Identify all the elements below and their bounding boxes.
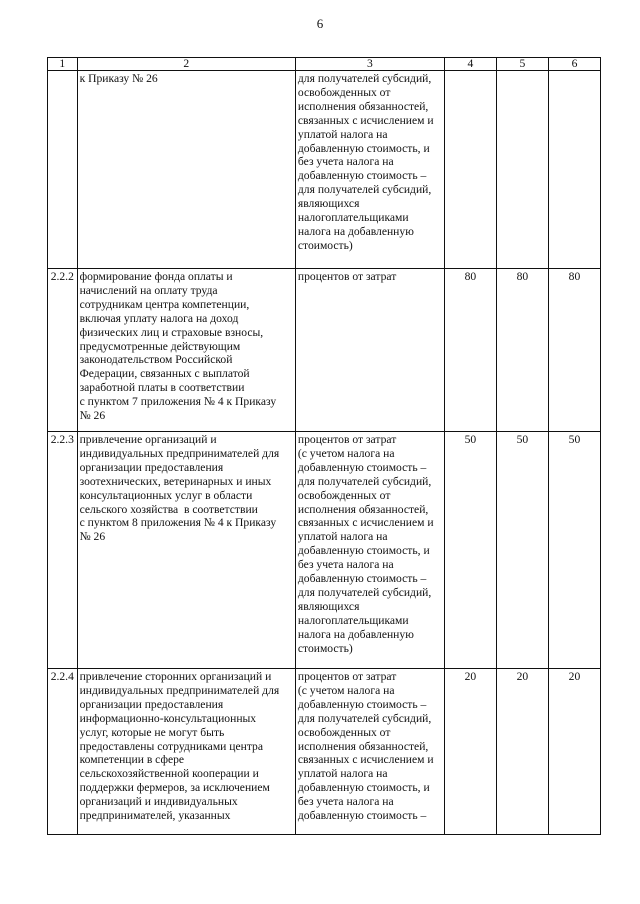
row-description: формирование фонда оплаты и начислений на оплату труда сотрудникам центра компетенции, включая уплату налога на доход физических лиц и страховые взносы, предусмотренные действующим законодательством Российской Федерации, связанных с выплатой заработной платы в соответствии с пунктом 7 приложения № 4 к Приказу № 26 <box>77 269 295 432</box>
row-unit: для получателей субсидий, освобожденных от исполнения обязанностей, связанных с исчислением и уплатой налога на добавленную стоимость, и без учета налога на добавленную стоимость – для получателей субсидий, являющихся налогоплательщиками налога на добавленную стоимость) <box>295 71 444 269</box>
column-header-5: 5 <box>496 58 548 71</box>
indicators-table <box>47 57 601 835</box>
table-row <box>48 269 601 432</box>
row-description: привлечение сторонних организаций и индивидуальных предпринимателей для организации предоставления информационно-консультационных услуг, которые не могут быть предоставлены сотрудниками центра компетенции в сфере сельскохозяйственной кооперации и поддержки фермеров, за исключением организаций и индивидуальных предпринимателей, указанных <box>77 669 295 835</box>
column-header-3: 3 <box>295 58 444 71</box>
row-value-5: 50 <box>496 432 548 669</box>
table-row <box>48 669 601 835</box>
row-value-4: 20 <box>444 669 496 835</box>
column-header-1: 1 <box>48 58 78 71</box>
row-value-6: 80 <box>548 269 600 432</box>
row-unit: процентов от затрат (с учетом налога на добавленную стоимость – для получателей субсидий, освобожденных от исполнения обязанностей, связанных с исчислением и уплатой налога на добавленную стоимость, и без учета налога на добавленную стоимость – <box>295 669 444 835</box>
row-code: 2.2.4 <box>48 669 78 835</box>
row-value-5: 80 <box>496 269 548 432</box>
row-value-5 <box>496 71 548 269</box>
row-description: привлечение организаций и индивидуальных предпринимателей для организации предоставления зоотехнических, ветеринарных и иных консультационных услуг в области сельского хозяйства в соответствии с пунктом 8 приложения № 4 к Приказу № 26 <box>77 432 295 669</box>
row-value-4: 50 <box>444 432 496 669</box>
row-value-4: 80 <box>444 269 496 432</box>
column-header-4: 4 <box>444 58 496 71</box>
column-header-6: 6 <box>548 58 600 71</box>
row-code: 2.2.3 <box>48 432 78 669</box>
row-unit: процентов от затрат <box>295 269 444 432</box>
row-code <box>48 71 78 269</box>
page-number: 6 <box>316 16 324 31</box>
row-unit: процентов от затрат (с учетом налога на добавленную стоимость – для получателей субсидий, освобожденных от исполнения обязанностей, связанных с исчислением и уплатой налога на добавленную стоимость, и без учета налога на добавленную стоимость – для получателей субсидий, являющихся налогоплательщиками налога на добавленную стоимость) <box>295 432 444 669</box>
table-row <box>48 71 601 269</box>
row-code: 2.2.2 <box>48 269 78 432</box>
row-value-4 <box>444 71 496 269</box>
table-row <box>48 432 601 669</box>
table-header-row <box>48 58 601 71</box>
row-value-6 <box>548 71 600 269</box>
row-value-5: 20 <box>496 669 548 835</box>
column-header-2: 2 <box>77 58 295 71</box>
row-value-6: 20 <box>548 669 600 835</box>
row-value-6: 50 <box>548 432 600 669</box>
row-description: к Приказу № 26 <box>77 71 295 269</box>
